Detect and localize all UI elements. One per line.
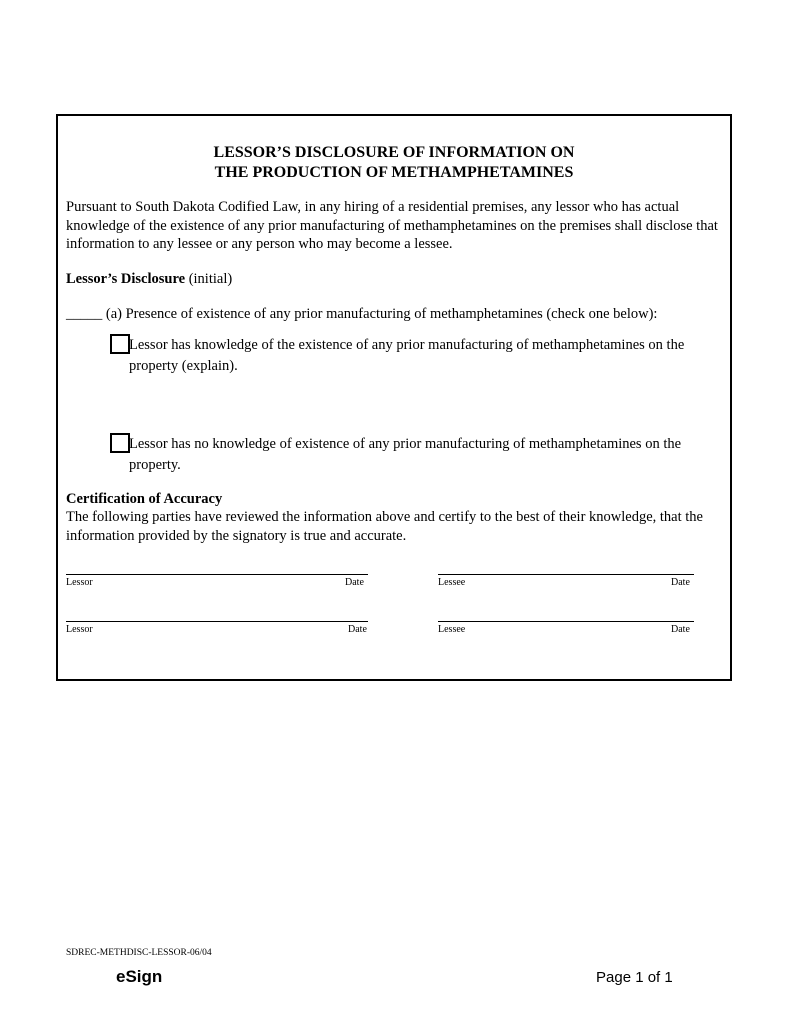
certification-heading: Certification of Accuracy (66, 491, 223, 507)
lessor-date-label-2: Date (348, 624, 367, 635)
disclosure-label-bold: Lessor’s Disclosure (66, 271, 186, 287)
lessor-signature-line-1[interactable] (66, 574, 368, 575)
lessee-signature-line-2[interactable] (438, 621, 694, 622)
page-number: Page 1 of 1 (596, 969, 673, 986)
form-title-line1: LESSOR’S DISCLOSURE OF INFORMATION ON (213, 144, 575, 161)
item-a-text: (a) Presence of existence of any prior manufacturing of methamphetamines (check one below): (102, 306, 658, 322)
disclosure-label (66, 270, 726, 289)
lessee-label-1: Lessee (438, 577, 466, 588)
knowledge-option-text: Lessor has knowledge of the existence of any prior manufacturing of methamphetamines on the property (explain). (129, 337, 685, 374)
lessee-label-2: Lessee (438, 624, 466, 635)
no-knowledge-option-text: Lessor has no knowledge of existence of any prior manufacturing of methamphetamines on the property. (129, 436, 682, 473)
no-knowledge-checkbox[interactable] (110, 433, 130, 453)
disclosure-form (56, 114, 732, 681)
certification-text: The following parties have reviewed the information above and certify to the best of their knowledge, that the information provided by the signatory is true and accurate. (66, 509, 703, 544)
item-a (66, 305, 726, 324)
lessor-date-label-1: Date (345, 577, 364, 588)
form-title-line2: THE PRODUCTION OF METHAMPHETAMINES (214, 164, 574, 181)
knowledge-checkbox[interactable] (110, 334, 130, 354)
initial-blank[interactable]: _____ (66, 306, 103, 322)
lessor-signature-line-2[interactable] (66, 621, 368, 622)
intro-paragraph: Pursuant to South Dakota Codified Law, in any hiring of a residential premises, any lessor who has actual knowledge of the existence of any prior manufacturing of methamphetamines on the premises shall disclose that information to any lessee or any person who may become a lessee. (66, 199, 718, 252)
lessee-date-label-1: Date (671, 577, 690, 588)
lessee-signature-line-1[interactable] (438, 574, 694, 575)
lessee-date-label-2: Date (671, 624, 690, 635)
esign-logo: eSign (116, 967, 163, 986)
lessor-label-2: Lessor (66, 624, 93, 635)
disclosure-label-rest: (initial) (185, 271, 233, 287)
lessor-label-1: Lessor (66, 577, 93, 588)
form-code: SDREC-METHDISC-LESSOR-06/04 (66, 948, 212, 958)
